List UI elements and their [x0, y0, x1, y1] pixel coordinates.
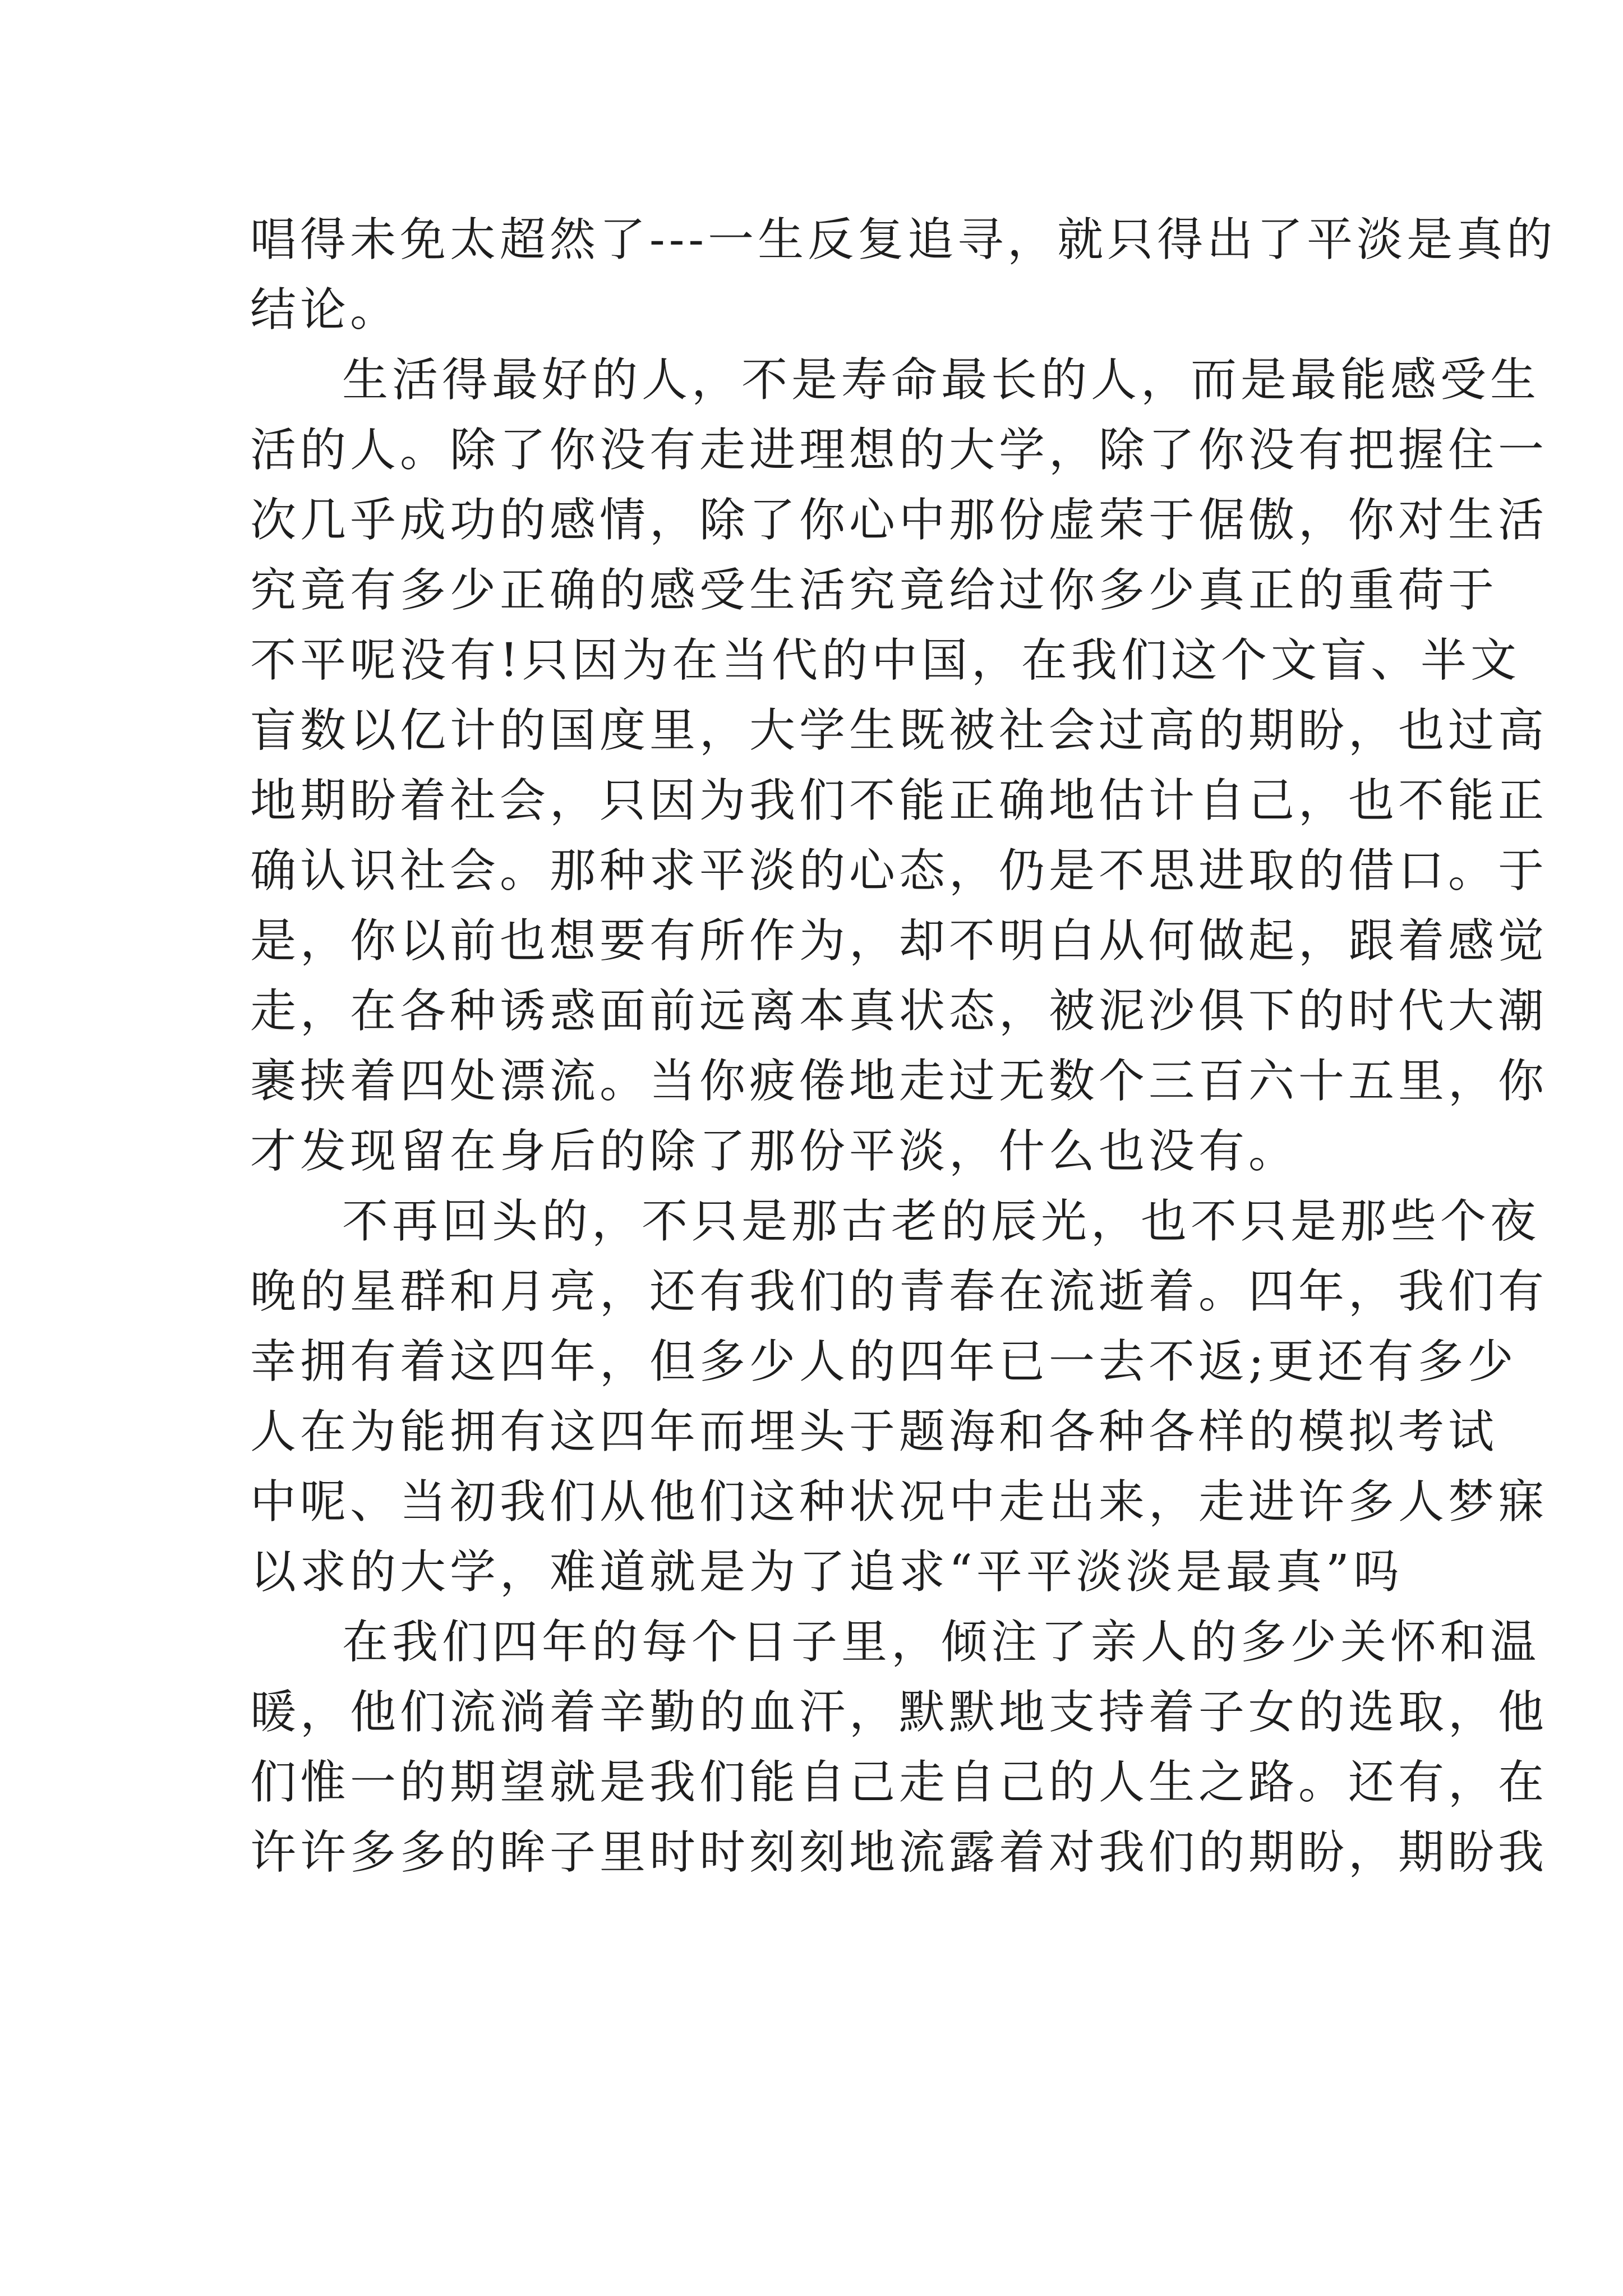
body-text: [250, 205, 1557, 1888]
text-line: 走，在各种诱惑面前远离本真状态，被泥沙俱下的时代大潮: [250, 984, 1548, 1038]
text-line: 盲数以亿计的国度里，大学生既被社会过高的期盼，也过高: [250, 704, 1548, 757]
text-line: 晚的星群和月亮，还有我们的青春在流逝着。四年，我们有: [250, 1265, 1548, 1318]
text-line: 许许多多的眸子里时时刻刻地流露着对我们的期盼，期盼我: [250, 1826, 1548, 1879]
text-line: 中呢、当初我们从他们这种状况中走出来，走进许多人梦寐: [250, 1475, 1548, 1529]
text-line: 是，你以前也想要有所作为，却不明白从何做起，跟着感觉: [250, 914, 1548, 968]
text-line: 不平呢没有!只因为在当代的中国，在我们这个文盲、半文: [250, 634, 1520, 687]
text-line: 们惟一的期望就是我们能自己走自己的人生之路。还有，在: [250, 1756, 1548, 1809]
text-line: 唱得未免太超然了---一生反复追寻，就只得出了平淡是真的: [250, 213, 1557, 266]
text-line: 裹挟着四处漂流。当你疲倦地走过无数个三百六十五里，你: [250, 1055, 1548, 1108]
text-line: 幸拥有着这四年，但多少人的四年已一去不返;更还有多少: [250, 1335, 1518, 1388]
text-line: 在我们四年的每个日子里，倾注了亲人的多少关怀和温: [342, 1616, 1541, 1669]
text-line: 以求的大学，难道就是为了追求“平平淡淡是最真”吗: [250, 1545, 1403, 1599]
text-line: 次几乎成功的感情，除了你心中那份虚荣于倨傲，你对生活: [250, 494, 1548, 547]
text-line: 人在为能拥有这四年而埋头于题海和各种各样的模拟考试: [250, 1405, 1498, 1458]
text-line: 生活得最好的人，不是寿命最长的人，而是最能感受生: [342, 353, 1541, 407]
text-line: 不再回头的，不只是那古老的辰光，也不只是那些个夜: [342, 1195, 1541, 1248]
text-line: 才发现留在身后的除了那份平淡，什么也没有。: [250, 1125, 1299, 1178]
text-line: 暖，他们流淌着辛勤的血汗，默默地支持着子女的选取，他: [250, 1686, 1548, 1739]
text-line: 地期盼着社会，只因为我们不能正确地估计自己，也不能正: [250, 774, 1548, 827]
text-line: 究竟有多少正确的感受生活究竟给过你多少真正的重荷于: [250, 564, 1498, 617]
text-line: 确认识社会。那种求平淡的心态，仍是不思进取的借口。于: [250, 844, 1548, 898]
text-line: 活的人。除了你没有走进理想的大学，除了你没有把握住一: [250, 424, 1548, 477]
text-line: 结论。: [250, 283, 400, 337]
